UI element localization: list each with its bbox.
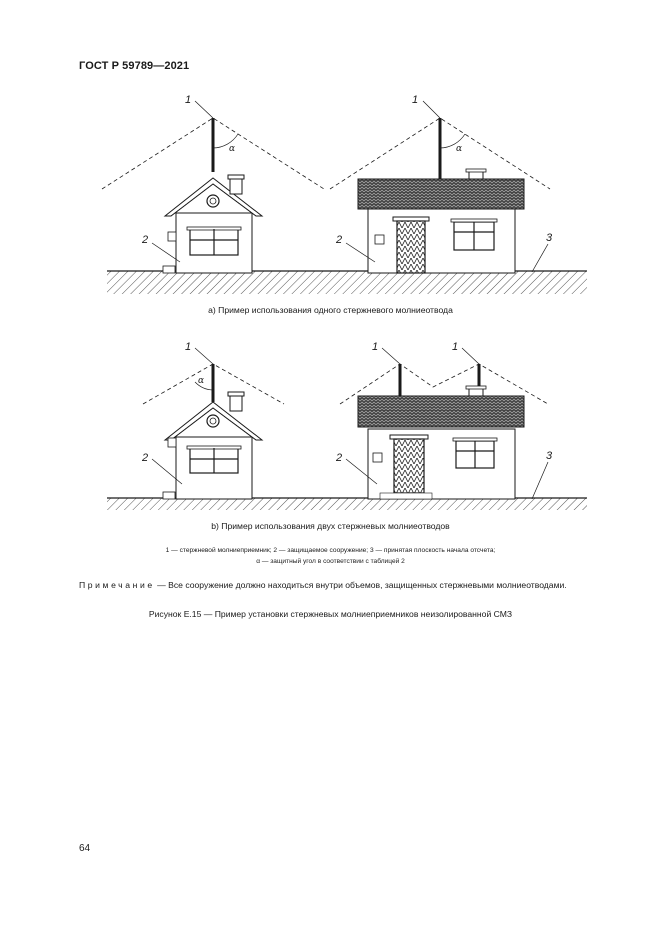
label-rod: 1 bbox=[452, 341, 459, 353]
label-structure: 2 bbox=[142, 452, 149, 464]
figure-b bbox=[0, 320, 661, 540]
note-paragraph bbox=[79, 579, 583, 591]
legend-line: 1 — стержневой молниеприемник; 2 — защищаемое сооружение; 3 — принятая плоскость начала отсчета; bbox=[165, 547, 496, 554]
figure-a bbox=[0, 0, 661, 320]
figure-a-drawing bbox=[0, 0, 661, 320]
house-large bbox=[358, 386, 524, 499]
standard-header: ГОСТ Р 59789—2021 bbox=[79, 60, 190, 72]
angle-label: α bbox=[198, 376, 205, 386]
legend-line: α — защитный угол в соответствии с таблицей 2 bbox=[256, 558, 405, 565]
label-rod: 1 bbox=[372, 341, 379, 353]
subcaption-a: а) Пример использования одного стержневого молниеотвода bbox=[208, 305, 453, 315]
subcaption-b: b) Пример использования двух стержневых молниеотводов bbox=[211, 521, 450, 531]
label-ground: 3 bbox=[546, 450, 553, 462]
angle-label: α bbox=[229, 144, 236, 154]
page-number: 64 bbox=[79, 843, 91, 854]
label-structure: 2 bbox=[336, 234, 343, 246]
label-structure: 2 bbox=[142, 234, 149, 246]
angle-label: α bbox=[456, 144, 463, 154]
note-label: Примечание bbox=[79, 580, 155, 590]
label-rod: 1 bbox=[185, 341, 192, 353]
figure-caption: Рисунок Е.15 — Пример установки стержневых молниеприемников неизолированной СМЗ bbox=[148, 609, 513, 619]
label-rod: 1 bbox=[412, 94, 419, 106]
figure-legend bbox=[0, 545, 661, 567]
label-structure: 2 bbox=[336, 452, 343, 464]
ground-plane bbox=[107, 498, 587, 510]
ground-plane bbox=[107, 271, 587, 294]
label-rod: 1 bbox=[185, 94, 192, 106]
note-text: — Все сооружение должно находиться внутри объемов, защищенных стержневыми молниеотводами. bbox=[154, 580, 567, 590]
house-large bbox=[358, 169, 524, 273]
house-small bbox=[163, 392, 262, 499]
house-small bbox=[163, 175, 262, 273]
figure-b-drawing bbox=[0, 320, 661, 540]
label-ground: 3 bbox=[546, 232, 553, 244]
